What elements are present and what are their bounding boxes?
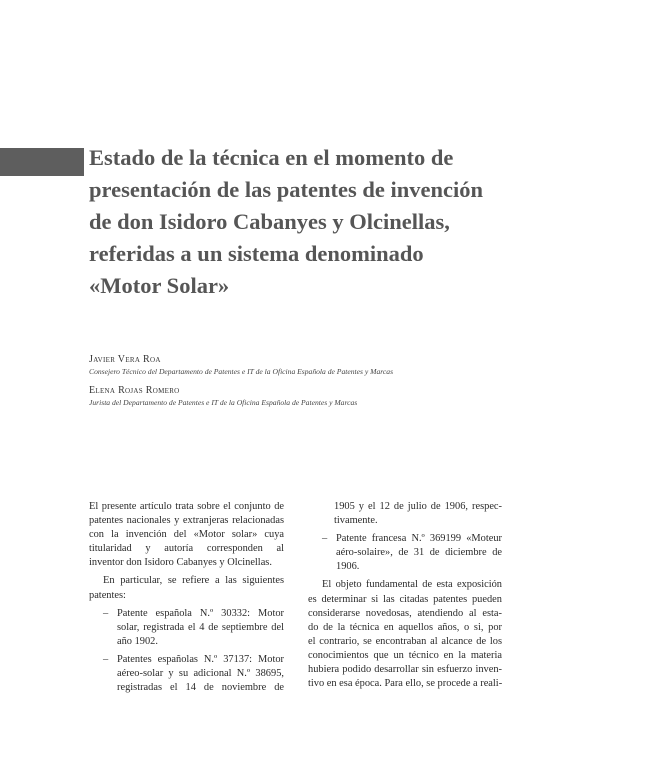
author-name: Javier Vera Roa [89, 354, 161, 365]
text-line: 1905 y el 12 de julio de 1906, respec- [334, 501, 502, 512]
list-item [89, 653, 284, 695]
text-line: considerarse novedosas, atendiendo al esta- [308, 607, 502, 619]
text-line: El presente artículo trata sobre el conjunto de [89, 501, 284, 512]
article-title [89, 142, 529, 302]
text-line: aéreo-solar y su adicional N.º 38695, [117, 668, 284, 680]
text-line: Patente española N.º 30332: Motor [117, 607, 284, 619]
text-line: tivamente. [334, 515, 378, 527]
text-line: do de la técnica en aquellos años, o si, por [308, 621, 502, 633]
author-entry [89, 384, 609, 409]
text-line: es determinar si las citadas patentes pueden [308, 593, 502, 605]
text-line: titularidad y autoría corresponden al [89, 543, 284, 555]
text-line: registradas el 14 de noviembre de [117, 682, 284, 694]
text-line: aéro-solaire», de 31 de diciembre de [336, 547, 502, 559]
list-dash: – [322, 533, 328, 545]
text-line: El objeto fundamental de esta exposición [322, 579, 502, 591]
text-line: solar, registrada el 4 de septiembre del [117, 621, 284, 633]
text-line: hubiera podido desarrollar sin esfuerzo inven- [308, 664, 502, 676]
author-entry [89, 353, 609, 378]
text-line: patentes nacionales y extranjeras relacionadas [89, 515, 284, 527]
text-line: patentes: [89, 589, 126, 601]
text-line: con la invención del «Motor solar» cuya [89, 529, 284, 541]
text-line: 1906. [336, 561, 360, 573]
text-line: conocimientos que un técnico en la materia [308, 649, 502, 661]
text-line: el contrario, se encontraban al alcance de los [308, 635, 502, 647]
list-dash: – [103, 607, 109, 619]
list-item [89, 607, 284, 649]
author-name: Elena Rojas Romero [89, 385, 180, 396]
intro-paragraph [89, 500, 284, 570]
author-affiliation: Consejero Técnico del Departamento de Patentes e IT de la Oficina Española de Patentes y Marcas [89, 367, 394, 376]
section-marker-bar [0, 148, 84, 176]
text-line: inventor don Isidoro Cabanyes y Olcinellas. [89, 557, 272, 569]
list-dash: – [103, 653, 109, 665]
author-affiliation: Jurista del Departamento de Patentes e IT de la Oficina Española de Patentes y Marcas [89, 398, 358, 407]
title-line: referidas a un sistema denominado [89, 241, 424, 266]
text-line: Patentes españolas N.º 37137: Motor [117, 653, 284, 665]
list-item [308, 532, 502, 574]
list-continuation [308, 500, 502, 528]
author-list [89, 353, 609, 415]
title-line: presentación de las patentes de invención [89, 177, 483, 202]
lead-paragraph [89, 574, 284, 602]
text-line: año 1902. [117, 635, 158, 647]
text-line: En particular, se refiere a las siguientes [103, 575, 284, 587]
body-column-left [89, 500, 284, 695]
text-line: Patente francesa N.º 369199 «Moteur [336, 533, 502, 545]
title-line: de don Isidoro Cabanyes y Olcinellas, [89, 209, 450, 234]
body-column-right [308, 500, 502, 691]
objective-paragraph [308, 578, 502, 691]
title-line: «Motor Solar» [89, 273, 230, 298]
title-line: Estado de la técnica en el momento de [89, 145, 454, 170]
text-line: tivo en esa época. Para ello, se procede a reali- [308, 678, 503, 690]
